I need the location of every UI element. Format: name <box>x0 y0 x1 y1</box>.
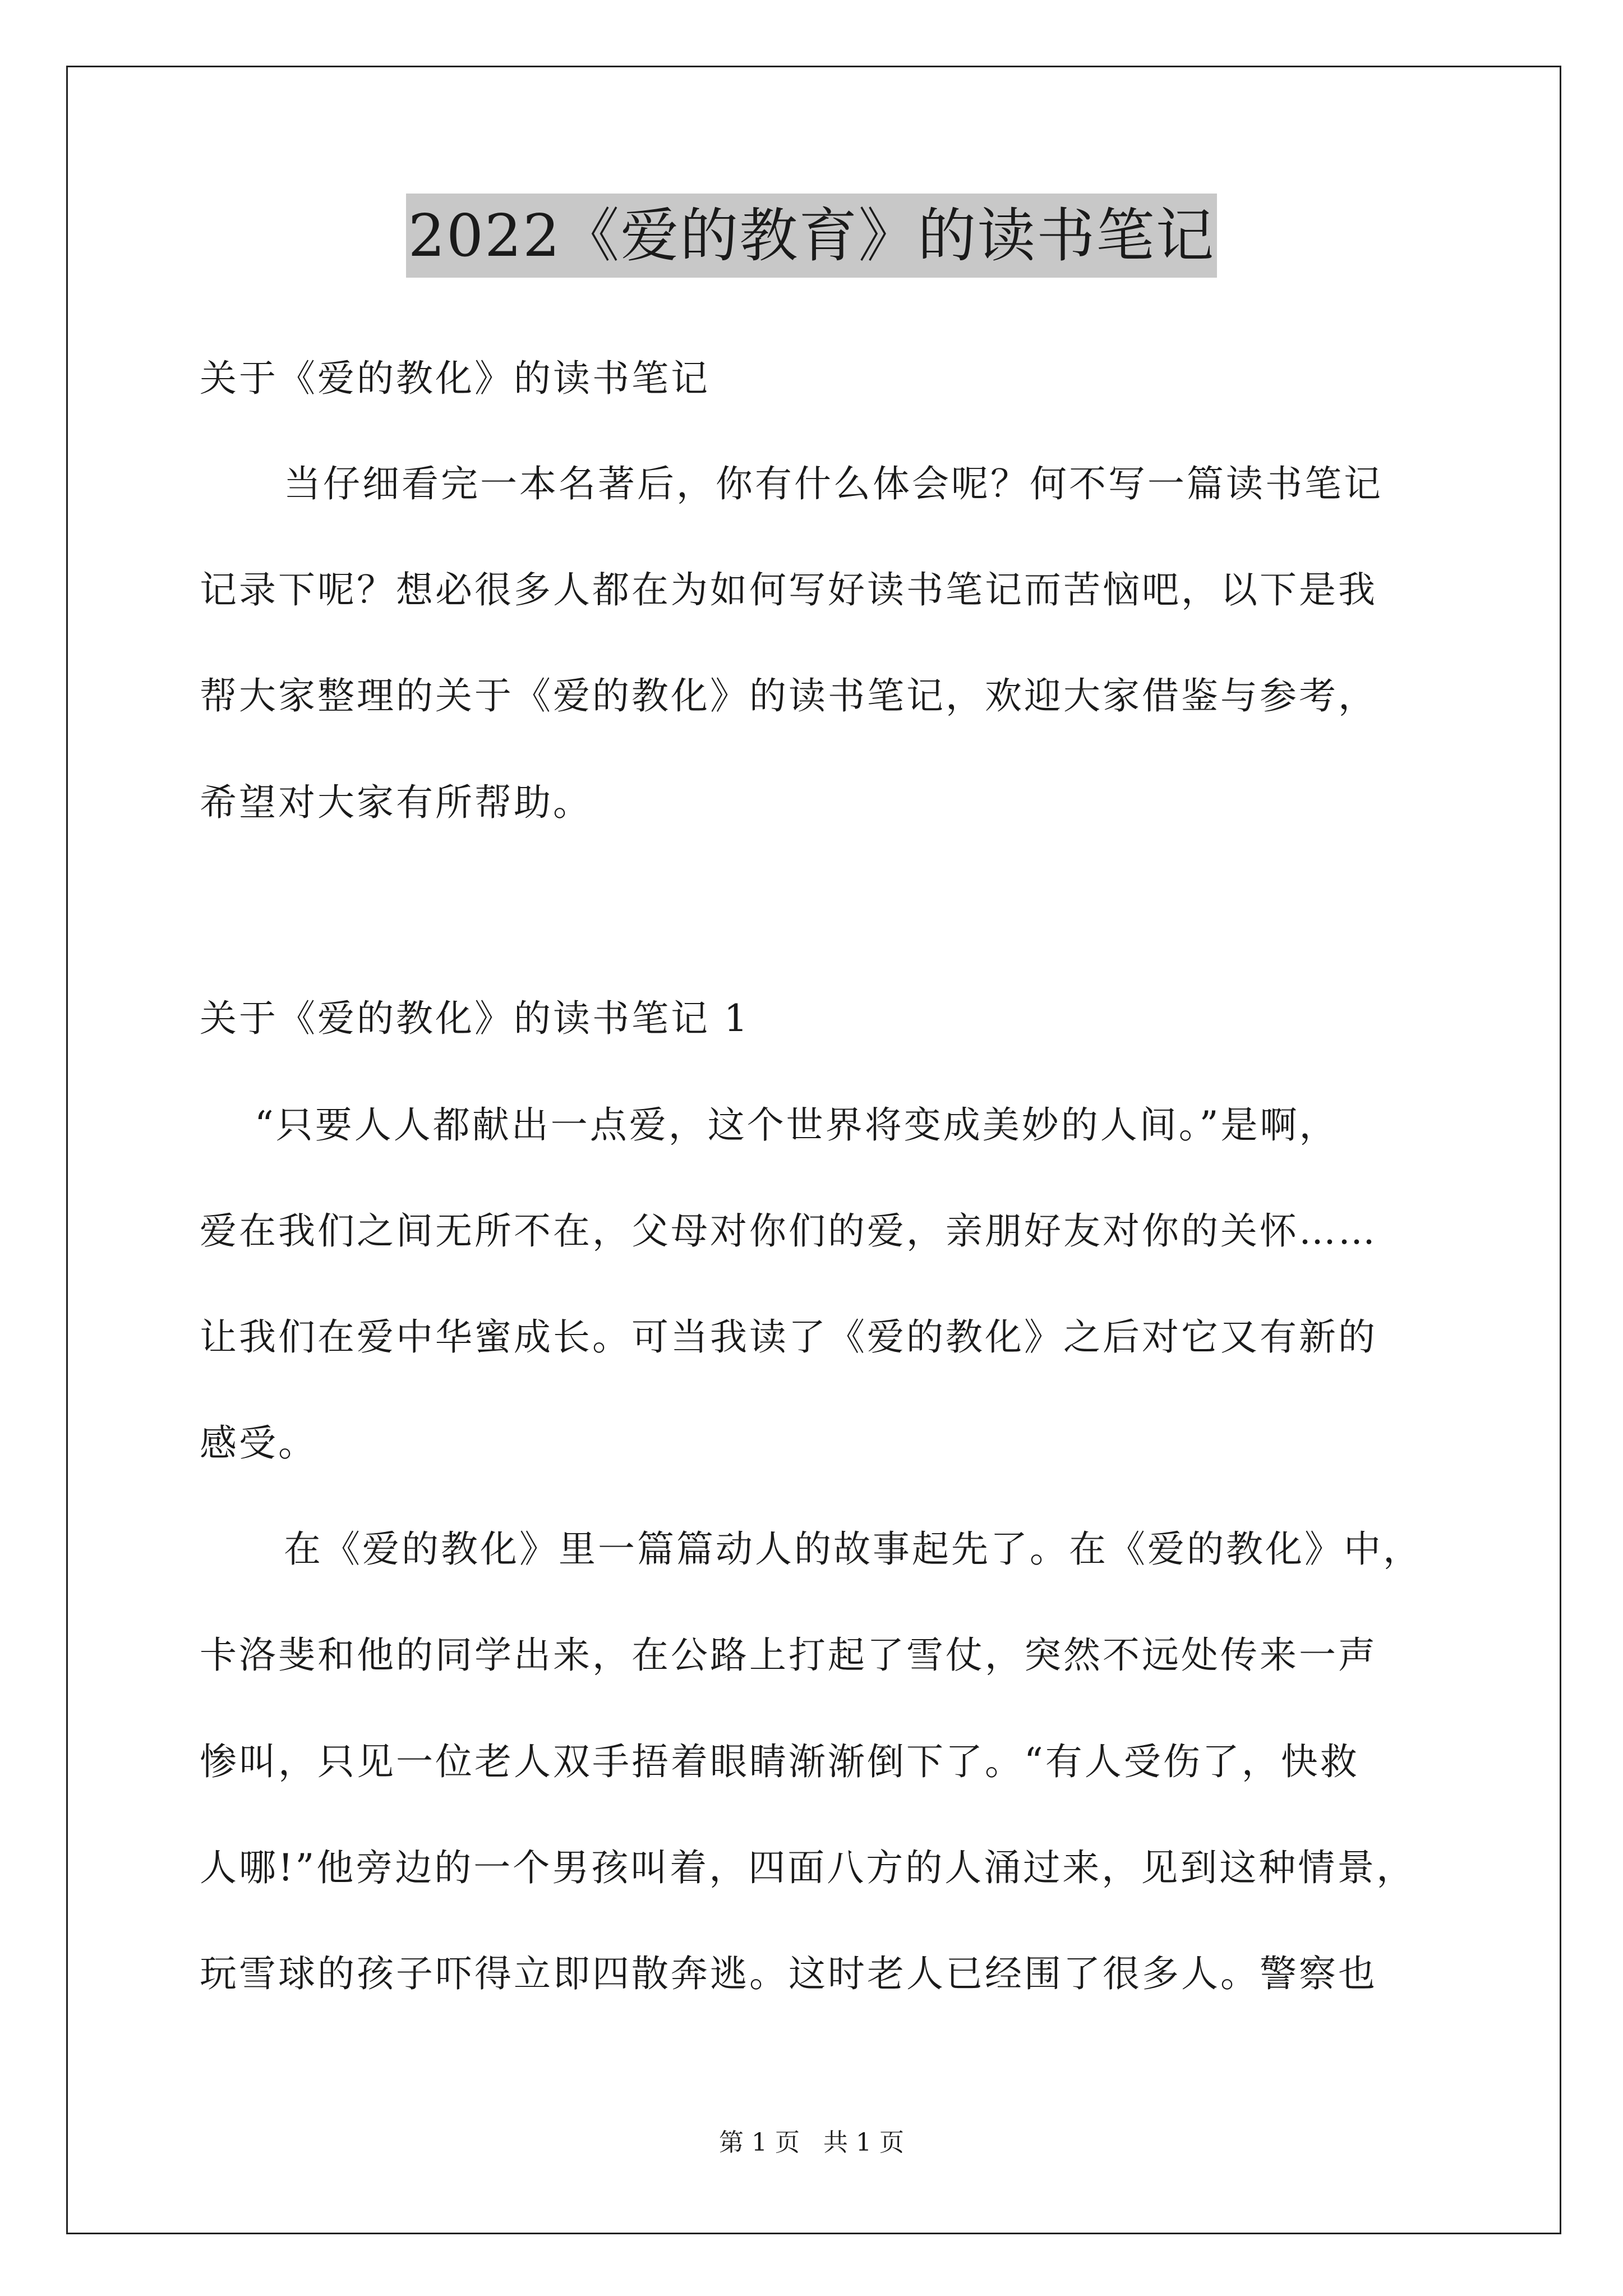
body-line: 在《爱的教化》里一篇篇动人的故事起先了。在《爱的教化》中， <box>284 1527 1422 1571</box>
body-line: 记录下呢？想必很多人都在为如何写好读书笔记而苦恼吧，以下是我 <box>200 568 1377 611</box>
body-line: 卡洛斐和他的同学出来，在公路上打起了雪仗，突然不远处传来一声 <box>200 1634 1377 1677</box>
page-footer: 第 1 页 共 1 页 <box>719 2128 904 2157</box>
body-line: 让我们在爱中华蜜成长。可当我读了《爱的教化》之后对它又有新的 <box>200 1315 1377 1359</box>
body-line: 当仔细看完一本名著后，你有什么体会呢？何不写一篇读书笔记 <box>284 462 1383 505</box>
body-line: 帮大家整理的关于《爱的教化》的读书笔记，欢迎大家借鉴与参考， <box>200 674 1377 717</box>
body-line: “只要人人都献出一点爱，这个世界将变成美妙的人间。”是啊， <box>255 1103 1339 1147</box>
body-line: 人哪!”他旁边的一个男孩叫着，四面八方的人涌过来，见到这种情景， <box>200 1846 1416 1889</box>
section-heading: 关于《爱的教化》的读书笔记 1 <box>200 997 750 1040</box>
body-line: 希望对大家有所帮助。 <box>200 781 592 824</box>
body-line: 惨叫，只见一位老人双手捂着眼睛渐渐倒下了。“有人受伤了，快救 <box>200 1740 1359 1783</box>
body-line: 爱在我们之间无所不在，父母对你们的爱，亲朋好友对你的关怀…… <box>200 1209 1377 1253</box>
title-container <box>0 194 1623 278</box>
subtitle-line: 关于《爱的教化》的读书笔记 <box>200 357 710 400</box>
body-line: 玩雪球的孩子吓得立即四散奔逃。这时老人已经围了很多人。警察也 <box>200 1952 1377 1995</box>
document-title: 2022《爱的教育》的读书笔记 <box>406 194 1218 278</box>
body-line: 感受。 <box>200 1421 317 1465</box>
